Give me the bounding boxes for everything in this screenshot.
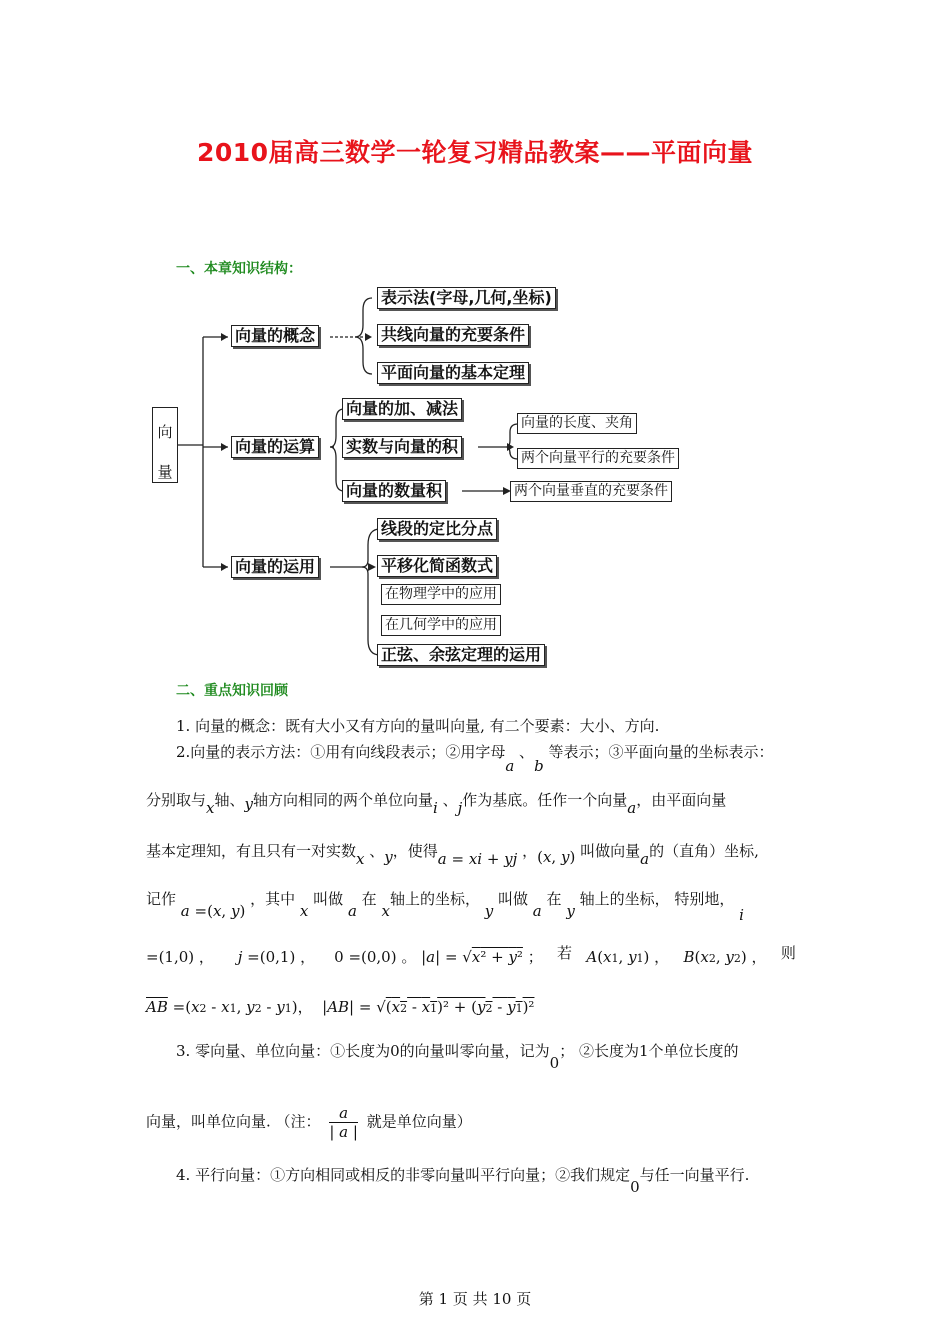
paragraph-2: 2.向量的表示方法：①用有向线段表示；②用字母a 、b 等表示；③平面向量的坐标表示： — [176, 743, 774, 775]
node-concept: 向量的概念 — [231, 325, 319, 347]
diagram-root-box — [152, 407, 178, 483]
section-heading-review: 二、重点知识回顾 — [176, 683, 288, 699]
node-operation-sub-2: 两个向量平行的充要条件 — [517, 448, 679, 469]
node-operation: 向量的运算 — [231, 436, 319, 458]
paragraph-10: 4. 平行向量：①方向相同或相反的非零向量叫平行向量；②我们规定0与任一向量平行. — [176, 1166, 750, 1196]
paragraph-3: 分别取与x轴、y轴方向相同的两个单位向量i 、j作为基底。任作一个向量a，由平面向量 — [146, 791, 727, 817]
node-concept-child-3: 平面向量的基本定理 — [377, 362, 529, 384]
section-heading-structure: 一、本章知识结构： — [176, 261, 302, 277]
paragraph-5: 记作 a =(x, y) ，其中 x 叫做 a 在 x轴上的坐标， y 叫做 a 在 y 轴上的坐标， 特别地， i — [146, 890, 744, 924]
node-concept-child-1: 表示法(字母,几何,坐标) — [377, 287, 556, 309]
node-operation-sub-3: 两个向量垂直的充要条件 — [510, 481, 672, 502]
paragraph-9: 向量，叫单位向量. （注： $\frac{a}{| a |}$ 就是单位向量） — [146, 1104, 472, 1141]
node-application: 向量的运用 — [231, 556, 319, 578]
node-application-child-3: 在物理学中的应用 — [381, 584, 501, 605]
paragraph-8: 3. 零向量、单位向量：①长度为0的向量叫零向量，记为0； ②长度为1个单位长度的 — [176, 1042, 739, 1072]
node-application-child-2: 平移化简函数式 — [377, 555, 497, 577]
node-concept-child-2: 共线向量的充要条件 — [377, 324, 529, 346]
diagram-root-label: 向 量 — [157, 423, 173, 481]
paragraph-7: $\overline{AB} =(x2 - x1$, y2 - y1)， |AB| = √(x2 - x1)² + (y2 - y1)² — [146, 998, 535, 1016]
node-operation-child-2: 实数与向量的积 — [342, 436, 462, 458]
node-application-child-4: 在几何学中的应用 — [381, 615, 501, 636]
node-operation-child-1: 向量的加、减法 — [342, 398, 462, 420]
node-operation-sub-1: 向量的长度、夹角 — [517, 413, 637, 434]
page-footer: 第 1 页 共 10 页 — [418, 1290, 532, 1308]
paragraph-6: =(1,0) ， j =(0,1) ， 0 =(0,0) 。 |a| = √x² + y² ； 若 A(x1, y1) ， B(x2, y2) ， 则 — [146, 944, 796, 966]
node-operation-child-3: 向量的数量积 — [342, 480, 446, 502]
paragraph-4: 基本定理知，有且只有一对实数x 、y，使得a = xi + yj ，(x, y) 叫做向量a的（直角）坐标, — [146, 842, 759, 868]
node-application-child-1: 线段的定比分点 — [377, 518, 497, 540]
paragraph-1: 1. 向量的概念：既有大小又有方向的量叫向量, 有二个要素：大小、方向. — [176, 717, 660, 735]
node-application-child-5: 正弦、余弦定理的运用 — [377, 644, 545, 666]
page-title: 2010届高三数学一轮复习精品教案——平面向量 — [196, 138, 754, 167]
